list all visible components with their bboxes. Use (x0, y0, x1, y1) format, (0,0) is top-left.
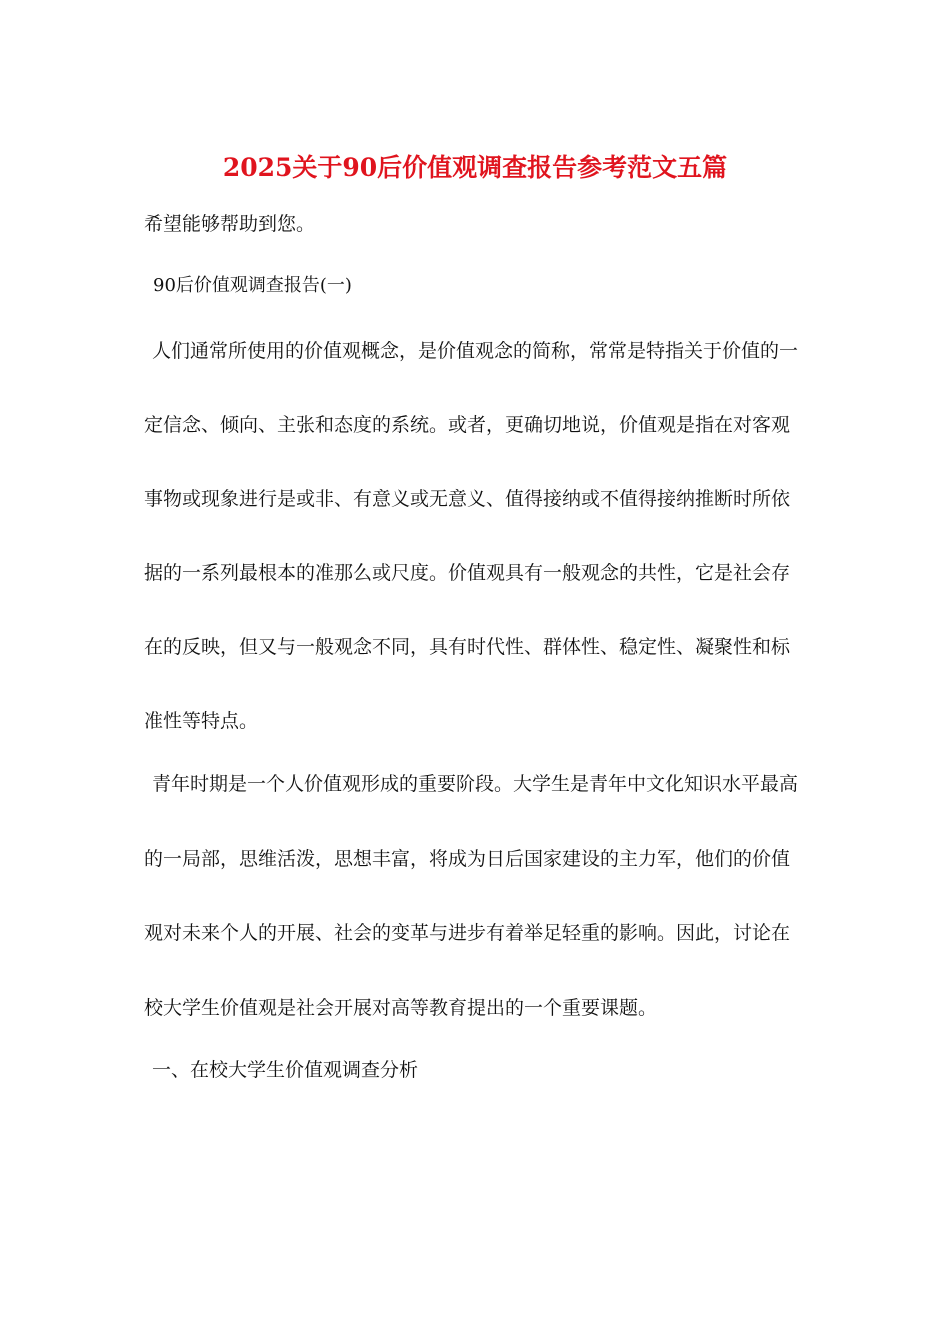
paragraph2-line: 的一局部，思维活泼，思想丰富，将成为日后国家建设的主力军，他们的价值 (144, 848, 791, 870)
paragraph1-line: 在的反映，但又与一般观念不同，具有时代性、群体性、稳定性、凝聚性和标 (144, 636, 791, 658)
paragraph2-line: 青年时期是一个人价值观形成的重要阶段。大学生是青年中文化知识水平最高 (152, 773, 799, 795)
paragraph1-line: 事物或现象进行是或非、有意义或无意义、值得接纳或不值得接纳推断时所依 (144, 488, 791, 510)
paragraph1-line: 准性等特点。 (144, 710, 259, 732)
paragraph1-line: 据的一系列最根本的准那么或尺度。价值观具有一般观念的共性，它是社会存 (144, 562, 791, 584)
paragraph1-line: 定信念、倾向、主张和态度的系统。或者，更确切地说，价值观是指在对客观 (144, 414, 791, 436)
greeting-text: 希望能够帮助到您。 (144, 213, 316, 235)
paragraph1-line: 人们通常所使用的价值观概念，是价值观念的简称，常常是特指关于价值的一 (152, 340, 799, 362)
paragraph2-line: 观对未来个人的开展、社会的变革与进步有着举足轻重的影响。因此，讨论在 (144, 922, 791, 944)
paragraph2-line: 校大学生价值观是社会开展对高等教育提出的一个重要课题。 (144, 997, 658, 1019)
section-title: 90后价值观调查报告(一) (153, 275, 352, 296)
subheading: 一、在校大学生价值观调查分析 (152, 1059, 419, 1081)
document-title: 2025关于90后价值观调查报告参考范文五篇 (222, 153, 728, 182)
